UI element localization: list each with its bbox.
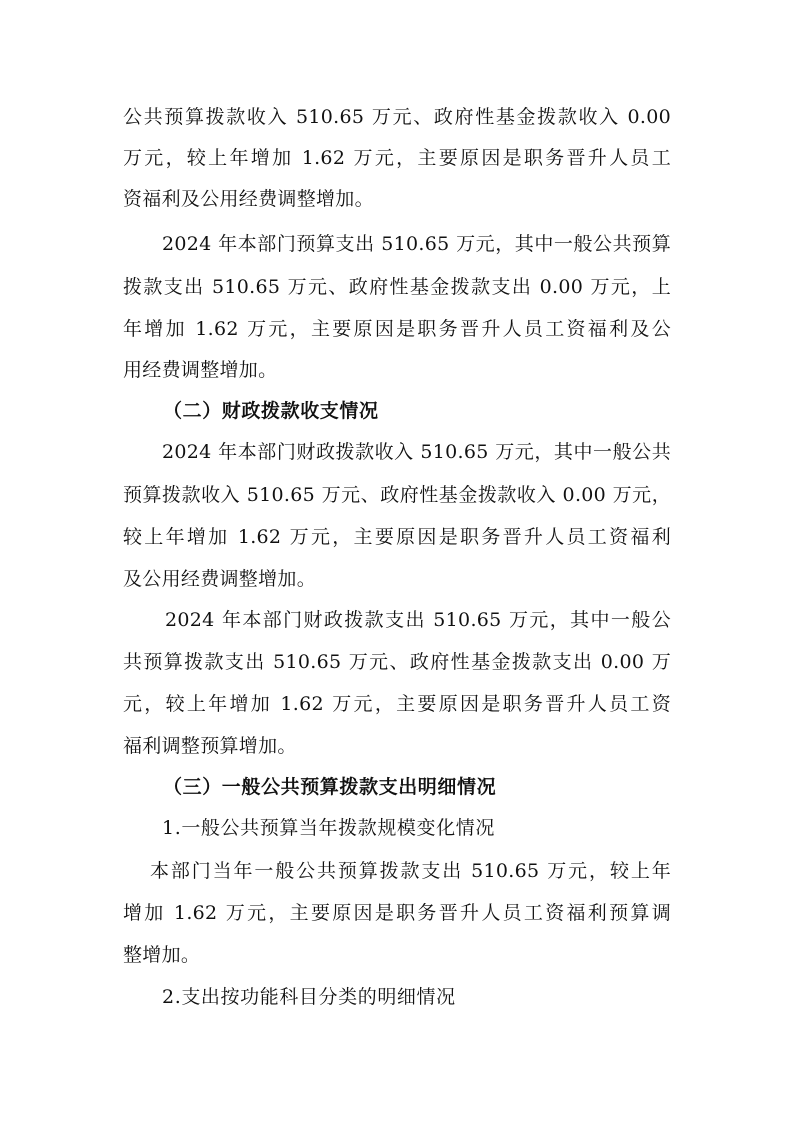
section-heading: （三）一般公共预算拨款支出明细情况 [163, 776, 497, 798]
paragraph-line: 拨款支出 510.65 万元、政府性基金拨款支出 0.00 万元，上 [123, 276, 671, 298]
paragraph-line: 整增加。 [123, 944, 201, 966]
paragraph-line: 及公用经费调整增加。 [123, 568, 317, 590]
paragraph-line: 共预算拨款支出 510.65 万元、政府性基金拨款支出 0.00 万 [123, 651, 671, 673]
subsection-heading: 1.一般公共预算当年拨款规模变化情况 [162, 817, 495, 839]
paragraph-line: 年增加 1.62 万元，主要原因是职务晋升人员工资福利及公 [123, 318, 671, 340]
section-heading: （二）财政拨款收支情况 [163, 400, 379, 422]
paragraph-line: 公共预算拨款收入 510.65 万元、政府性基金拨款收入 0.00 [123, 106, 671, 128]
paragraph-line: 资福利及公用经费调整增加。 [123, 188, 374, 210]
paragraph-line: 2024 年本部门财政拨款收入 510.65 万元，其中一般公共 [162, 441, 671, 463]
paragraph-line: 2024 年本部门预算支出 510.65 万元，其中一般公共预算 [162, 233, 671, 255]
paragraph-line: 本部门当年一般公共预算拨款支出 510.65 万元，较上年 [150, 860, 671, 882]
paragraph-line: 较上年增加 1.62 万元，主要原因是职务晋升人员工资福利 [123, 526, 671, 548]
paragraph-line: 增加 1.62 万元，主要原因是职务晋升人员工资福利预算调 [123, 902, 671, 924]
paragraph-line: 万元，较上年增加 1.62 万元，主要原因是职务晋升人员工 [123, 147, 671, 169]
paragraph-line: 用经费调整增加。 [123, 359, 278, 381]
paragraph-line: 元，较上年增加 1.62 万元，主要原因是职务晋升人员工资 [123, 693, 671, 715]
paragraph-line: 2024 年本部门财政拨款支出 510.65 万元，其中一般公 [165, 609, 671, 631]
paragraph-line: 预算拨款收入 510.65 万元、政府性基金拨款收入 0.00 万元， [123, 484, 671, 506]
subsection-heading: 2.支出按功能科目分类的明细情况 [162, 986, 456, 1008]
paragraph-line: 福利调整预算增加。 [123, 735, 297, 757]
